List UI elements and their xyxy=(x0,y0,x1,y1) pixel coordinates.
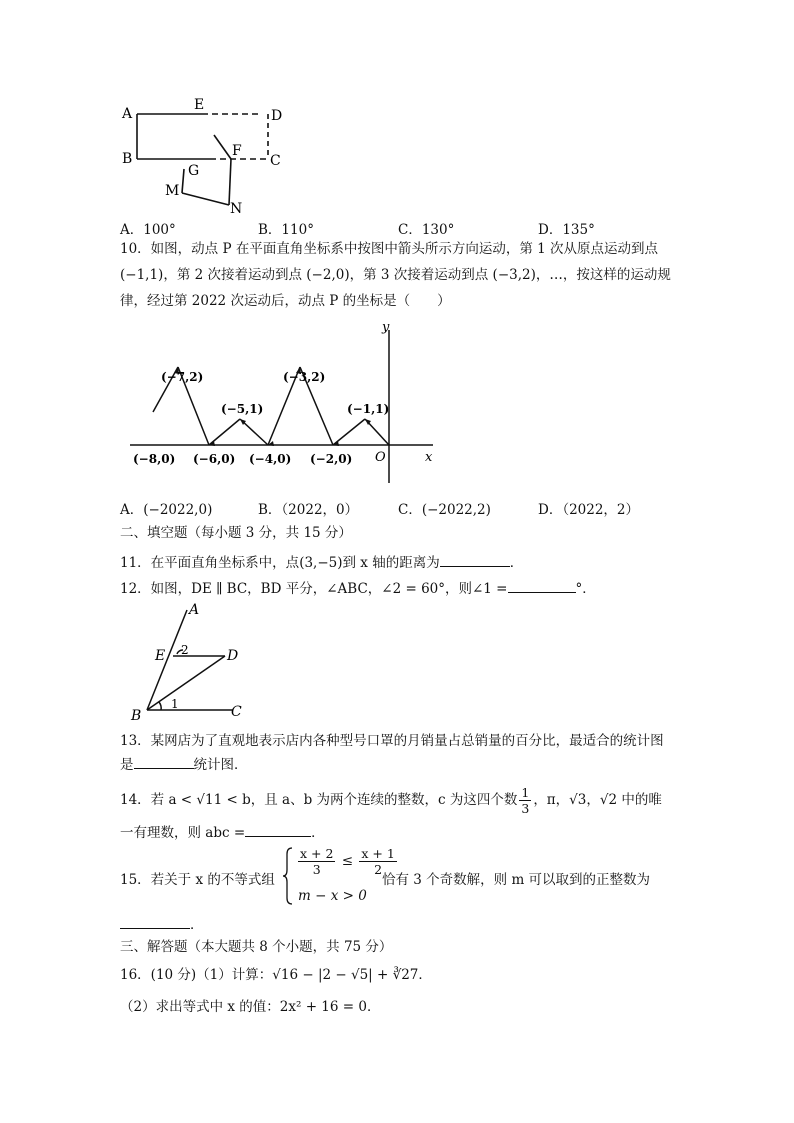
q15-suffix: 恰有 3 个奇数解，则 m 可以取到的正整数为 xyxy=(382,872,651,888)
fig10-point-label: (−4,0) xyxy=(249,452,292,466)
q15-frac-right-num: x + 1 xyxy=(361,846,395,861)
q14-frac-num: 1 xyxy=(521,785,530,800)
q14-line2-prefix: 一有理数，则 abc = xyxy=(120,825,246,841)
q13-answer-blank[interactable] xyxy=(134,754,194,769)
q15-frac-left-num: x + 2 xyxy=(300,846,334,861)
q12 xyxy=(120,578,596,598)
q10-line-2: (−1,1)，第 2 次接着运动到点 (−2,0)，第 3 次接着运动到点 (−3,2)，…，按这样的运动规 xyxy=(120,267,671,283)
fig10-point-label: (−5,1) xyxy=(221,402,264,416)
q11-end: ． xyxy=(509,555,524,571)
q11 xyxy=(120,552,523,572)
q10-option-a[interactable]: A．(−2022,0) xyxy=(120,502,213,518)
fig12-angle-2: 2 xyxy=(181,643,189,657)
q10-line-1: 10．如图，动点 P 在平面直角坐标系中按图中箭头所示方向运动，第 1 次从原点运动到点 xyxy=(120,241,659,257)
fig12-label-B: B xyxy=(131,708,142,723)
fig12-angle-1: 1 xyxy=(171,697,179,711)
fig10-point-label: (−6,0) xyxy=(193,452,236,466)
q12-end: °． xyxy=(575,581,596,597)
q13-suffix: 统计图． xyxy=(193,757,248,773)
q15-line-2 xyxy=(120,914,204,934)
fig9-label-M: M xyxy=(165,183,180,199)
q15-brace xyxy=(282,846,294,906)
fig10-point-label: (−8,0) xyxy=(133,452,176,466)
q10-option-c[interactable]: C．(−2022,2) xyxy=(398,502,491,518)
q14-part2: ，π，√3，√2 中的唯 xyxy=(533,792,662,808)
q10-figure xyxy=(125,315,450,490)
q14-fraction xyxy=(519,785,531,816)
fig9-label-N: N xyxy=(230,201,243,217)
fig10-x-label: x xyxy=(425,450,433,465)
q10-line-3: 律，经过第 2022 次运动后，动点 P 的坐标是（ ） xyxy=(120,293,451,309)
q12-text: 12．如图，DE ∥ BC，BD 平分，∠ABC，∠2 = 60°，则∠1 = xyxy=(120,581,508,597)
q11-answer-blank[interactable] xyxy=(440,552,510,567)
q13-prefix: 是 xyxy=(120,757,134,773)
q11-point: (3,−5) xyxy=(299,555,343,571)
section-2-heading: 二、填空题（每小题 3 分，共 15 分） xyxy=(120,525,352,541)
q10-option-b[interactable]: B．（2022，0） xyxy=(258,502,359,518)
q15-frac-left-den: 3 xyxy=(312,862,321,877)
q14-answer-blank[interactable] xyxy=(245,822,311,837)
q9-option-c[interactable]: C．130° xyxy=(398,222,455,238)
q14-line-2 xyxy=(120,822,325,842)
q16-line-1: 16．(10 分)（1）计算：√16 − |2 − √5| + ∛27． xyxy=(120,967,432,983)
fig12-label-E: E xyxy=(155,648,166,664)
fig9-label-F: F xyxy=(232,143,242,159)
fig9-label-G: G xyxy=(188,163,200,179)
fig10-point-label: (−7,2) xyxy=(161,370,204,384)
q15-end: ． xyxy=(190,917,204,933)
q15-system-row-2: m − x > 0 xyxy=(298,888,367,904)
fig9-label-D: D xyxy=(271,108,283,124)
q14-part1: 14．若 a < √11 < b，且 a、b 为两个连续的整数，c 为这四个数 xyxy=(120,792,518,808)
fig10-point-label: (−3,2) xyxy=(283,370,326,384)
q13-line-2 xyxy=(120,754,248,774)
q9-option-d[interactable]: D．135° xyxy=(538,222,595,238)
q11-prefix: 11．在平面直角坐标系中，点 xyxy=(120,555,300,571)
section-3-heading: 三、解答题（本大题共 8 个小题，共 75 分） xyxy=(120,939,393,955)
q11-suffix: 到 x 轴的距离为 xyxy=(342,555,440,571)
q15-answer-blank[interactable] xyxy=(120,914,190,929)
fig10-point-label: (−2,0) xyxy=(310,452,353,466)
fig12-label-A: A xyxy=(189,602,200,618)
q10-option-d[interactable]: D．（2022，2） xyxy=(538,502,640,518)
fig9-label-E: E xyxy=(194,97,205,113)
q14-frac-den: 3 xyxy=(521,801,530,816)
fig12-label-D: D xyxy=(227,648,239,664)
q9-option-b[interactable]: B．110° xyxy=(258,222,314,238)
fig9-label-C: C xyxy=(270,153,281,169)
q14-line2-end: ． xyxy=(311,825,325,841)
fig9-label-B: B xyxy=(122,151,133,167)
q13-line-1: 13．某网店为了直观地表示店内各种型号口罩的月销量占总销量的百分比，最适合的统计图 xyxy=(120,733,664,749)
q15-frac-left xyxy=(298,846,335,877)
q12-figure xyxy=(125,598,255,723)
fig10-y-label: y xyxy=(382,320,390,335)
fig12-label-C: C xyxy=(231,704,242,720)
q15-operator: ≤ xyxy=(341,853,354,869)
fig9-label-A: A xyxy=(122,106,133,122)
fig10-point-label: (−1,1) xyxy=(347,402,390,416)
q14-line-1 xyxy=(120,782,662,818)
q12-answer-blank[interactable] xyxy=(508,578,576,593)
q16-line-2: （2）求出等式中 x 的值：2x² + 16 = 0． xyxy=(120,999,381,1015)
fig10-origin-label: O xyxy=(375,450,386,465)
q15-prefix: 15．若关于 x 的不等式组 xyxy=(120,872,275,888)
q9-option-a[interactable]: A．100° xyxy=(120,222,176,238)
q9-figure xyxy=(110,95,310,220)
q15-frac-right-den: 2 xyxy=(374,862,383,877)
